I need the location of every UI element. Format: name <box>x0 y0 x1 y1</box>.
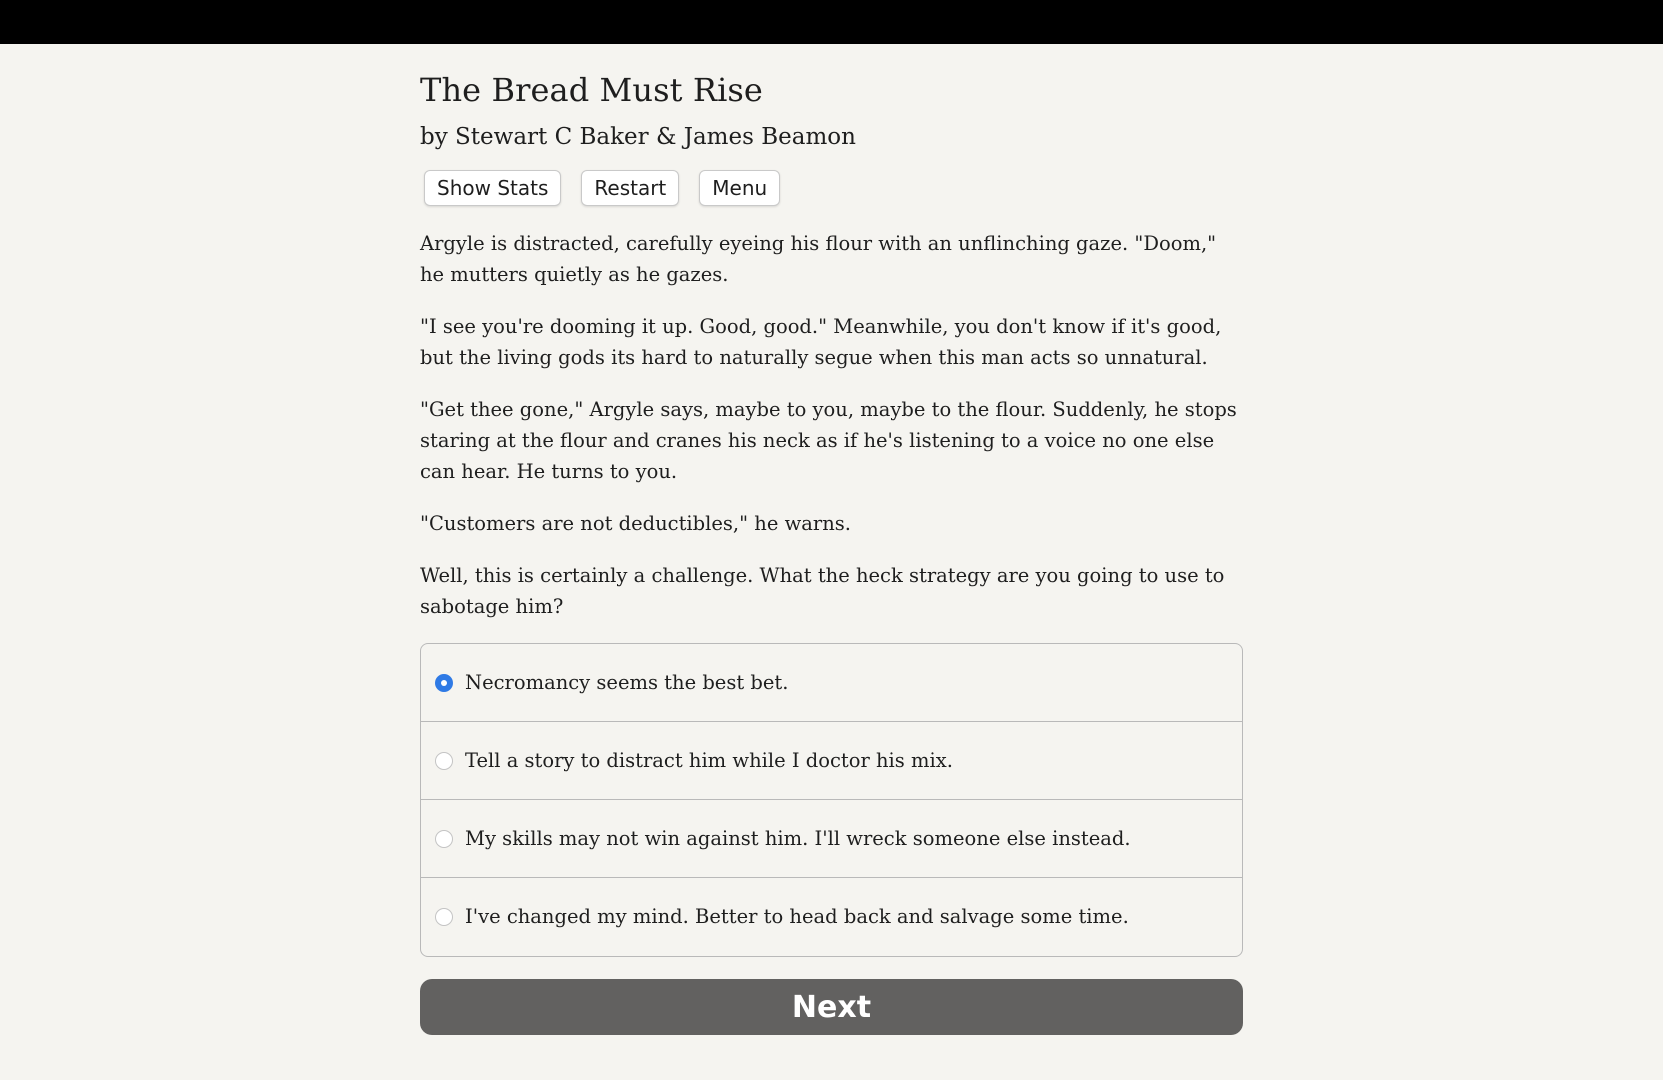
choice-option-3[interactable] <box>421 800 1242 878</box>
radio-button-icon[interactable] <box>435 908 453 926</box>
choice-label: I've changed my mind. Better to head back and salvage some time. <box>465 905 1129 928</box>
choice-label: Necromancy seems the best bet. <box>465 670 789 694</box>
game-byline: by Stewart C Baker & James Beamon <box>420 124 856 150</box>
next-button[interactable]: Next <box>420 979 1243 1035</box>
choice-label: Tell a story to distract him while I doctor his mix. <box>465 748 953 772</box>
choice-option-1[interactable] <box>421 644 1242 722</box>
passage-paragraph: "Customers are not deductibles," he warns. <box>420 512 851 535</box>
menu-button[interactable]: Menu <box>699 170 780 206</box>
story-passage <box>420 228 1243 622</box>
game-title: The Bread Must Rise <box>420 71 763 109</box>
passage-paragraph: "Get thee gone," Argyle says, maybe to you, maybe to the flour. Suddenly, he stops staring at the flour and cranes his neck as if he's listening to a voice no one else can hear. He turns to you. <box>420 398 1237 483</box>
passage-paragraph: Well, this is certainly a challenge. What the heck strategy are you going to use to sabotage him? <box>420 564 1225 618</box>
toolbar <box>420 170 1243 206</box>
choice-option-2[interactable] <box>421 722 1242 800</box>
passage-paragraph: Argyle is distracted, carefully eyeing his flour with an unflinching gaze. "Doom," he mutters quietly as he gazes. <box>420 232 1217 286</box>
choice-option-4[interactable] <box>421 878 1242 956</box>
choice-label: My skills may not win against him. I'll wreck someone else instead. <box>465 826 1131 850</box>
radio-button-icon[interactable] <box>435 674 453 692</box>
game-container <box>420 44 1243 1035</box>
radio-button-icon[interactable] <box>435 752 453 770</box>
passage-paragraph: "I see you're dooming it up. Good, good." Meanwhile, you don't know if it's good, but the living gods its hard to naturally segue when this man acts so unnatural. <box>420 315 1222 369</box>
top-bar <box>0 0 1663 44</box>
choice-list <box>420 643 1243 957</box>
restart-button[interactable]: Restart <box>581 170 679 206</box>
show-stats-button[interactable]: Show Stats <box>424 170 561 206</box>
radio-button-icon[interactable] <box>435 830 453 848</box>
